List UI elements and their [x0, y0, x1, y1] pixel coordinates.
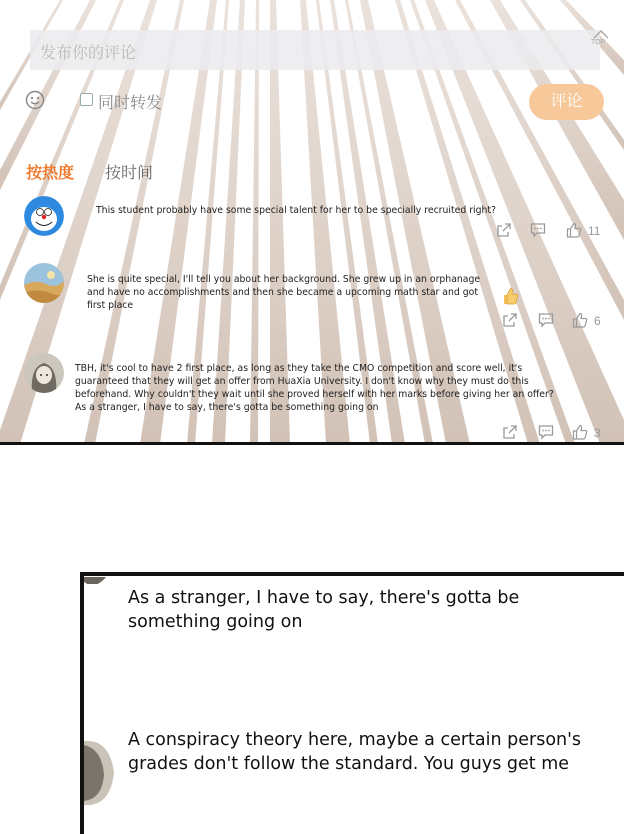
share-icon[interactable] — [502, 424, 518, 440]
comment-line: TBH, it's cool to have 2 first place, as long as they take the CMO competition and score well, it's — [75, 363, 523, 374]
panel-divider — [0, 442, 624, 445]
comment-line: guaranteed that they will get an offer from HuaXia University. I don't know why they must do this — [75, 376, 529, 387]
like-count: 6 — [594, 314, 601, 328]
comment-line: As a stranger, I have to say, there's gotta be something going on — [75, 402, 379, 413]
comment-bubble-icon[interactable] — [538, 424, 554, 440]
repost-checkbox-label: 同时转发 — [98, 95, 163, 112]
comment-line: first place — [87, 300, 134, 311]
caption-line: A conspiracy theory here, maybe a certain person's — [128, 730, 582, 750]
back-to-top-label: TOP — [591, 39, 606, 46]
comment-input[interactable] — [30, 30, 600, 70]
avatar[interactable] — [24, 196, 64, 236]
caption-line: grades don't follow the standard. You guys get me — [128, 754, 570, 774]
avatar[interactable] — [24, 353, 64, 393]
comment-actions — [496, 222, 606, 240]
comment-actions — [502, 312, 612, 330]
comment-line: beforehand. Why couldn't they wait until she proved herself with her marks before giving her an offer? — [75, 389, 554, 400]
comment-bubble-icon[interactable] — [530, 222, 546, 238]
comment-text — [75, 362, 554, 414]
avatar[interactable] — [24, 263, 64, 303]
comment-actions — [502, 424, 612, 442]
caption-line: As a stranger, I have to say, there's gotta be — [128, 588, 520, 608]
like-thumb-icon[interactable] — [566, 222, 582, 238]
avatar-fragment — [84, 735, 114, 811]
tab-sort-by-time[interactable]: 按时间 — [105, 165, 154, 182]
comment-text — [87, 273, 480, 312]
repost-checkbox[interactable] — [80, 93, 93, 106]
desert-photo-avatar-icon — [24, 263, 64, 303]
comment-text: This student probably have some special talent for her to be specially recruited right? — [96, 205, 496, 216]
share-icon[interactable] — [496, 222, 512, 238]
caption-line: something going on — [128, 612, 303, 632]
anime-girl-avatar-fragment-icon — [84, 735, 114, 811]
back-to-top-button[interactable] — [585, 25, 617, 53]
like-count: 3 — [594, 426, 601, 440]
narration-caption — [128, 728, 581, 776]
emoji-icon[interactable] — [25, 90, 45, 110]
share-icon[interactable] — [502, 312, 518, 328]
comment-input-placeholder: 发布你的评论 — [40, 45, 137, 62]
like-count: 11 — [588, 224, 601, 238]
hair-fragment-icon — [84, 577, 106, 584]
like-thumb-icon[interactable] — [572, 312, 588, 328]
cartoon-cat-avatar-icon — [24, 196, 64, 236]
post-comment-button[interactable]: 评论 — [529, 84, 604, 120]
like-thumb-icon[interactable] — [572, 424, 588, 440]
narration-caption — [128, 586, 519, 634]
comment-line: She is quite special, I'll tell you about her background. She grew up in an orphanage — [87, 274, 481, 285]
thumbs-up-emoji-icon — [501, 286, 519, 306]
avatar-fragment — [84, 574, 106, 584]
anime-girl-avatar-icon — [24, 353, 64, 393]
tab-sort-by-popularity[interactable]: 按热度 — [26, 165, 75, 182]
comment-line: and have no accomplishments and then she became a upcoming math star and got — [87, 287, 478, 298]
comment-bubble-icon[interactable] — [538, 312, 554, 328]
